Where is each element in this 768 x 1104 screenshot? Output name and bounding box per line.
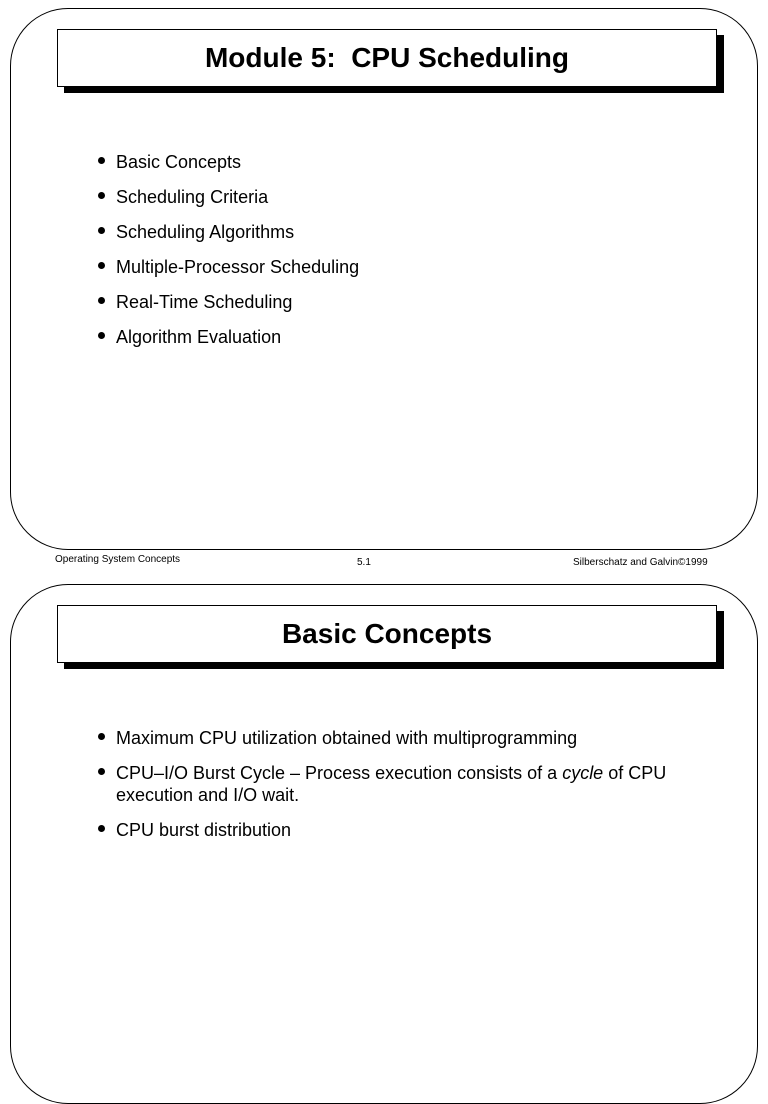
bullet-icon xyxy=(98,768,105,775)
slide-1-title-box xyxy=(57,29,717,87)
bullet-text: Maximum CPU utilization obtained with multiprogramming xyxy=(116,728,578,748)
bullet-text: Scheduling Algorithms xyxy=(116,222,295,242)
bullet-icon xyxy=(98,192,105,199)
bullet-item xyxy=(95,256,676,278)
bullet-text: Real-Time Scheduling xyxy=(116,292,293,312)
bullet-icon xyxy=(98,157,105,164)
footer-copyright: Silberschatz and Galvin©1999 xyxy=(573,557,708,568)
bullet-text: CPU burst distribution xyxy=(116,820,292,840)
bullet-icon xyxy=(98,332,105,339)
bullet-icon xyxy=(98,262,105,269)
slide-2-title-box xyxy=(57,605,717,663)
bullet-item xyxy=(95,762,676,806)
bullet-item xyxy=(95,819,676,841)
slide-2-title: Basic Concepts xyxy=(281,618,493,649)
footer-book-title: Operating System Concepts xyxy=(55,554,181,565)
bullet-text: Scheduling Criteria xyxy=(116,187,269,207)
bullet-text-prefix: CPU–I/O Burst Cycle – Process execution consists of a xyxy=(116,763,563,783)
bullet-item xyxy=(95,727,676,749)
bullet-icon xyxy=(98,733,105,740)
bullet-icon xyxy=(98,825,105,832)
slide-1-bullet-list xyxy=(95,151,676,361)
slide-1 xyxy=(10,8,758,550)
footer-page-number: 5.1 xyxy=(357,557,371,568)
bullet-item xyxy=(95,221,676,243)
bullet-item xyxy=(95,291,676,313)
bullet-icon xyxy=(98,297,105,304)
slide-1-title: Module 5: CPU Scheduling xyxy=(204,42,569,73)
bullet-item xyxy=(95,151,676,173)
slide-2-bullet-list xyxy=(95,727,676,854)
bullet-text: Algorithm Evaluation xyxy=(116,327,282,347)
bullet-text-emphasis: cycle xyxy=(562,763,604,783)
bullet-text: Basic Concepts xyxy=(116,152,242,172)
bullet-item xyxy=(95,326,676,348)
bullet-item xyxy=(95,186,676,208)
bullet-icon xyxy=(98,227,105,234)
slide-2 xyxy=(10,584,758,1104)
bullet-text: Multiple-Processor Scheduling xyxy=(116,257,360,277)
bullet-text-suffix: of CPU execution and I/O wait. xyxy=(116,763,667,805)
